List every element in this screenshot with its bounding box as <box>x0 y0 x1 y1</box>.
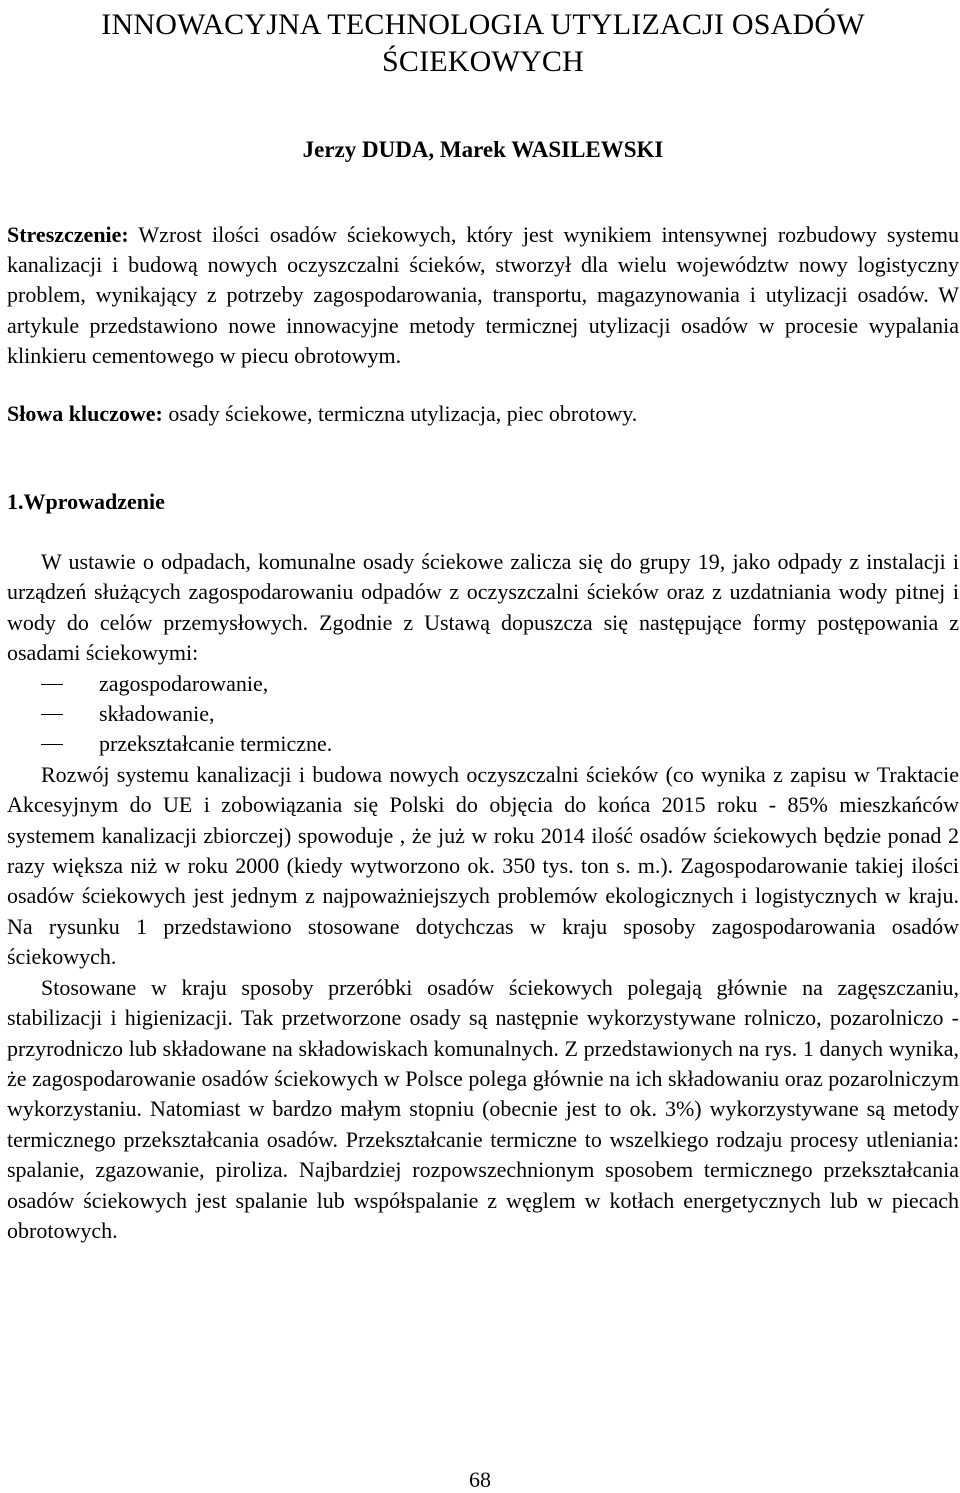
keywords <box>7 399 959 429</box>
abstract <box>7 220 959 371</box>
abstract-text: Wzrost ilości osadów ściekowych, który jest wynikiem intensywnej rozbudowy systemu kanalizacji i budową nowych oczyszczalni ścieków, stworzył dla wielu województw nowy logistyczny problem, wynikający z potrzeby zagospodarowania, transportu, magazynowania i utylizacji osadów. W artykule przedstawiono nowe innowacyjne metody termicznej utylizacji osadów w procesie wypalania klinkieru cementowego w piecu obrotowym. <box>7 222 959 368</box>
dash-bullet-icon <box>41 714 63 715</box>
page-number: 68 <box>469 1467 491 1492</box>
dash-list <box>7 669 959 760</box>
list-item-text: zagospodarowanie, <box>99 670 269 696</box>
keywords-text: osady ściekowe, termiczna utylizacja, piec obrotowy. <box>162 401 638 427</box>
paragraph-1: W ustawie o odpadach, komunalne osady ściekowe zalicza się do grupy 19, jako odpady z instalacji i urządzeń służących zagospodarowaniu odpadów z oczyszczalni ścieków oraz z uzdatniania wody pitnej i wody do celów przemysłowych. Zgodnie z Ustawą dopuszcza się następujące formy postępowania z osadami ściekowymi: <box>7 549 959 666</box>
paper-title <box>7 6 959 80</box>
paragraph-2: Rozwój systemu kanalizacji i budowa nowych oczyszczalni ścieków (co wynika z zapisu w Traktacie Akcesyjnym do UE i zobowiązania się Polski do objęcia do końca 2015 roku - 85% mieszkańców systemem kanalizacji zbiorczej) spowoduje , że już w roku 2014 ilość osadów ściekowych będzie ponad 2 razy większa niż w roku 2000 (kiedy wytworzono ok. 350 tys. ton s. m.). Zagospodarowanie takiej ilości osadów ściekowych jest jednym z najpoważniejszych problemów ekologicznych i logistycznych w kraju. Na rysunku 1 przedstawiono stosowane dotychczas w kraju sposoby zagospodarowania osadów ściekowych. <box>7 761 959 970</box>
abstract-label: Streszczenie: <box>7 222 129 247</box>
paper-title-line-2: ŚCIEKOWYCH <box>382 45 584 78</box>
list-item <box>7 669 959 699</box>
section-heading: 1.Wprowadzenie <box>7 489 165 515</box>
list-item-text: składowanie, <box>99 701 215 727</box>
paper-title-line-1: INNOWACYJNA TECHNOLOGIA UTYLIZACJI OSADÓW <box>101 8 865 41</box>
paper-authors: Jerzy DUDA, Marek WASILEWSKI <box>302 137 664 162</box>
document-page <box>7 0 959 1246</box>
paragraph-3: Stosowane w kraju sposoby przeróbki osadów ściekowych polegają głównie na zagęszczaniu, stabilizacji i higienizacji. Tak przetworzone osady są następnie wykorzystywane rolniczo, pozarolniczo - przyrodniczo lub składowane na składowiskach komunalnych. Z przedstawionych na rys. 1 danych wynika, że zagospodarowanie osadów ściekowych w Polsce polega głównie na ich składowaniu oraz pozarolniczym wykorzystaniu. Natomiast w bardzo małym stopniu (obecnie jest to ok. 3%) wykorzystywane są metody termicznego przekształcania osadów. Przekształcanie termiczne to wszelkiego rodzaju procesy utleniania: spalanie, zgazowanie, piroliza. Najbardziej rozpowszechnionym sposobem termicznego przekształcania osadów ściekowych jest spalanie lub współspalanie z węglem w kotłach energetycznych lub w piecach obrotowych. <box>7 974 959 1243</box>
dash-bullet-icon <box>41 684 63 685</box>
list-item <box>7 729 959 759</box>
list-item-text: przekształcanie termiczne. <box>99 731 333 757</box>
keywords-label: Słowa kluczowe: <box>7 401 163 427</box>
list-item <box>7 699 959 729</box>
dash-bullet-icon <box>41 744 63 745</box>
